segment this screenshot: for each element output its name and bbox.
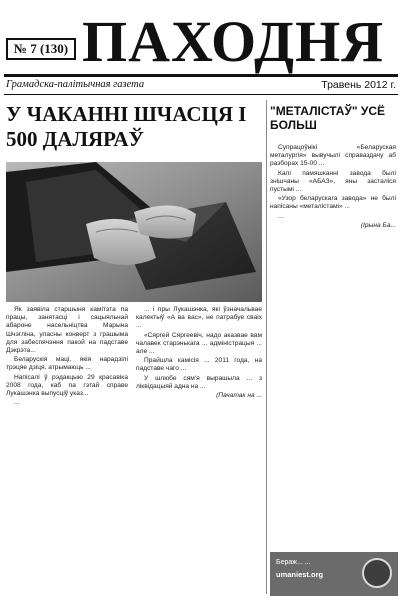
paragraph: ... [14, 399, 20, 407]
tagline: Грамадска-палітычная газета [6, 79, 145, 90]
main-article-column-2 [136, 306, 262, 594]
paragraph: Як заявіла старшыня камітэта па працы, занятасці і сацыяльнай абароне насельніцтва Марына Шчэгліна, уласны конверт з грашыма для забеспячэння пакой на падставе Дэкрэта... [6, 306, 128, 355]
main-article-signature: (Пачатак на ... [216, 392, 262, 400]
ad-logo-icon [362, 558, 392, 588]
paragraph: «Узор беларускага завода» не былі напісаны «металістамі» ... [270, 195, 396, 211]
issue-number: № 7 (130) [6, 38, 76, 60]
ad-url[interactable]: umaniest.org [276, 570, 324, 579]
paragraph: Прайшла камісія ... 2011 года, на падставе чаго ... [136, 357, 262, 373]
main-headline: У ЧАКАННІ ШЧАСЦЯ І 500 ДАЛЯРАЎ [6, 102, 247, 151]
paragraph: Напісалі ў рэдакцыю 29 красавіка 2008 года, каб па гэтай справе Лукашэнка выпусціў указ... [6, 373, 128, 398]
article-photo [6, 162, 262, 302]
paragraph: Супрацоўнікі «Беларуская металургія» вывучылі справаздачу аб разборах 15-00 ... [270, 144, 396, 168]
paragraph: ... і пры Лукашэнка, які ўзначальвае калектыў «А ва вас», не патрабуе сваіх ... [136, 306, 262, 330]
paragraph: У шлюбе сям'я вырашыла ... з ліквідацыяй адна на ... [136, 374, 262, 390]
advertisement-banner[interactable] [270, 552, 398, 596]
paragraph: Калі памяшканні завода былі знішчаны «АБАЗ», яны засталіся пустымі ... [270, 169, 396, 194]
ad-text: Бераж... ... [276, 559, 311, 566]
masthead-rule [4, 74, 398, 77]
main-article-column-1 [6, 306, 128, 594]
side-headline: "МЕТАЛІСТАЎ" УСЁ БОЛЬШ [270, 104, 386, 132]
hands-envelope-photo [6, 162, 262, 302]
issue-date: Травень 2012 г. [321, 79, 396, 91]
paragraph: Беларускія маці, якія нарадзілі трэцяе дзіця, атрымаюць ... [6, 356, 128, 372]
column-divider [266, 100, 267, 594]
masthead [0, 0, 402, 80]
paper-title: ПАХОДНЯ [82, 9, 385, 74]
side-article-signature: (Ірына Ба... [360, 221, 396, 229]
paragraph: «Сяргей Сяргеевіч, надо аказвае вам чалавек старэнькага ... адміністрацыя ... але ... [136, 331, 262, 356]
side-article-column [270, 144, 396, 550]
paragraph: ... [278, 212, 284, 220]
tagline-rule [4, 94, 398, 95]
